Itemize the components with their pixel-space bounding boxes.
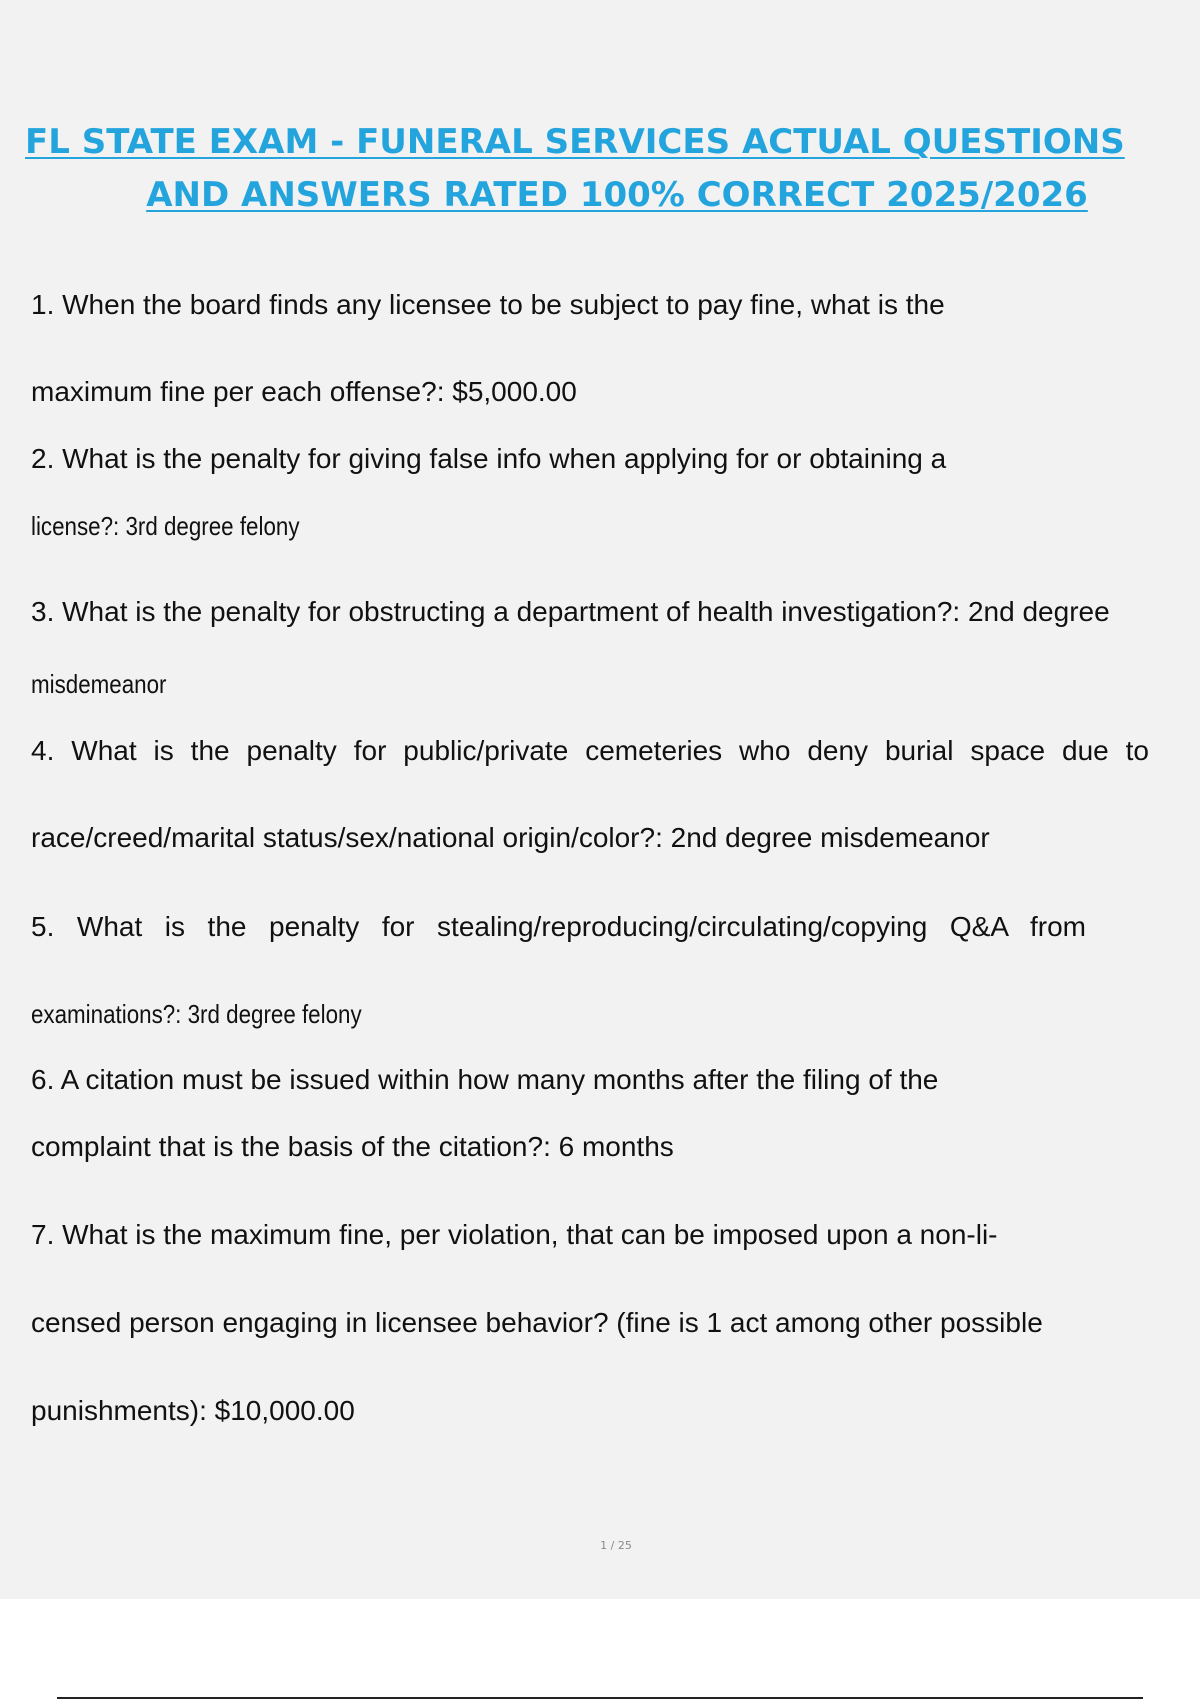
question-5-line-1: 5. What is the penalty for stealing/reproducing/circulating/copying Q&A from [31,911,1086,942]
question-2-line-2: license?: 3rd degree felony [31,511,300,541]
question-1-line-1: 1. When the board finds any licensee to be subject to pay fine, what is the [31,289,945,320]
question-6-line-1: 6. A citation must be issued within how many months after the filing of the [31,1064,939,1095]
question-2-line-1: 2. What is the penalty for giving false info when applying for or obtaining a [31,443,947,474]
title-line-2: AND ANSWERS RATED 100% CORRECT 2025/2026 [146,175,1088,215]
question-1-line-2: maximum fine per each offense?: $5,000.00 [31,376,577,407]
question-7-line-2: censed person engaging in licensee behavior? (fine is 1 act among other possible [31,1307,1043,1338]
footer-divider [57,1697,1143,1699]
question-4-line-1: 4. What is the penalty for public/private cemeteries who deny burial space due to [31,735,1149,766]
question-6-line-2: complaint that is the basis of the citation?: 6 months [31,1131,674,1162]
document-title [0,116,1200,222]
question-5-line-2: examinations?: 3rd degree felony [31,999,362,1029]
question-7-line-3: punishments): $10,000.00 [31,1395,355,1426]
question-3-line-1: 3. What is the penalty for obstructing a department of health investigation?: 2nd degree [31,596,1110,627]
title-line-1: FL STATE EXAM - FUNERAL SERVICES ACTUAL QUESTIONS [25,122,1125,162]
question-7-line-1: 7. What is the maximum fine, per violation, that can be imposed upon a non-li- [31,1219,998,1250]
page-number: 1 / 25 [600,1539,632,1552]
question-4-line-2: race/creed/marital status/sex/national origin/color?: 2nd degree misdemeanor [31,822,990,853]
question-3-line-2: misdemeanor [31,669,167,699]
